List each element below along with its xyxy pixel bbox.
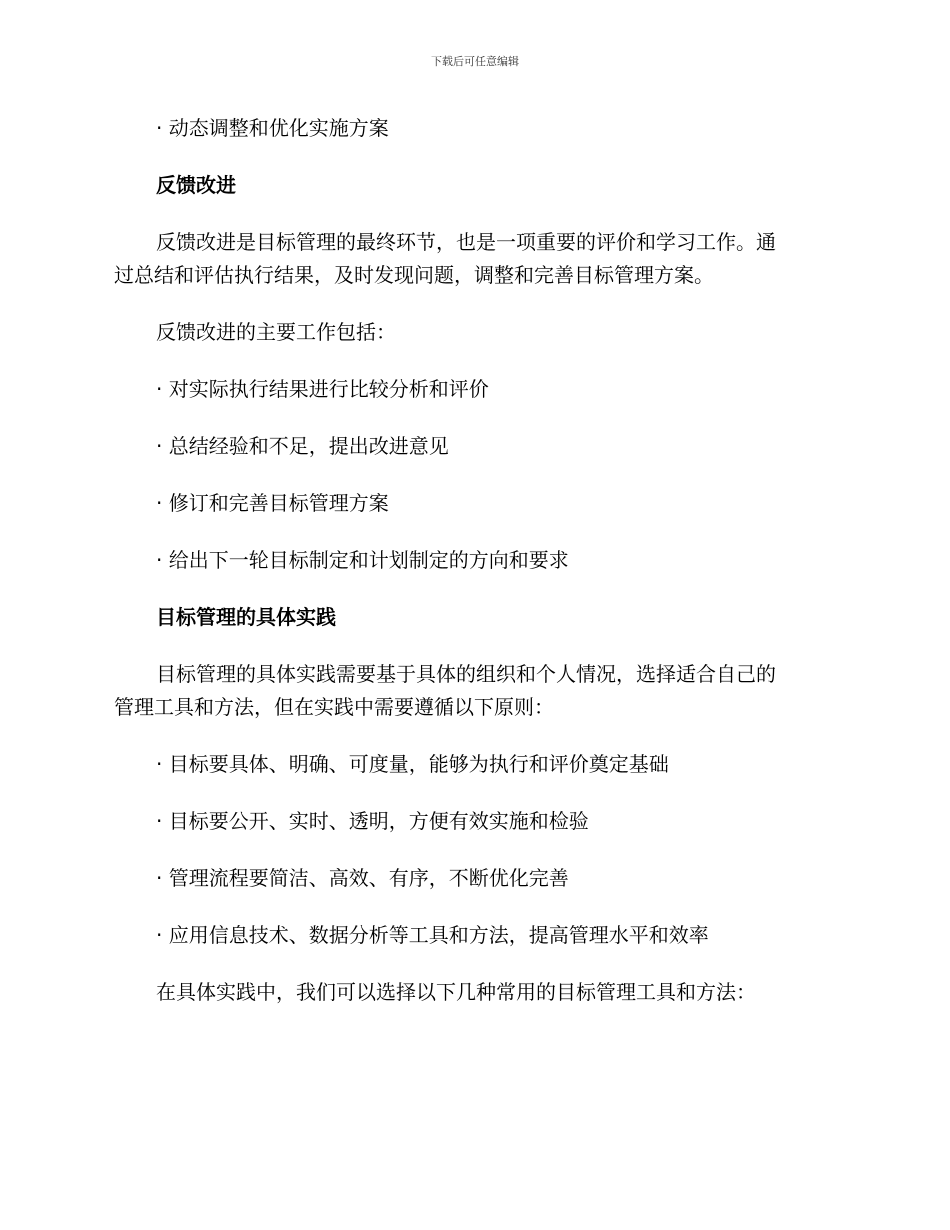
section-heading-feedback: 反馈改进 bbox=[156, 173, 236, 197]
paragraph-line: 反馈改进的主要工作包括： bbox=[156, 320, 396, 344]
paragraph-line: 过总结和评估执行结果，及时发现问题，调整和完善目标管理方案。 bbox=[114, 263, 714, 287]
list-item: · 总结经验和不足，提出改进意见 bbox=[156, 434, 449, 458]
section-heading-practice: 目标管理的具体实践 bbox=[156, 605, 336, 629]
list-item: · 给出下一轮目标制定和计划制定的方向和要求 bbox=[156, 548, 569, 572]
paragraph-line: 管理工具和方法，但在实践中需要遵循以下原则： bbox=[114, 695, 554, 719]
paragraph-line: 在具体实践中，我们可以选择以下几种常用的目标管理工具和方法： bbox=[156, 980, 756, 1004]
list-item: · 修订和完善目标管理方案 bbox=[156, 491, 389, 515]
document-body bbox=[114, 112, 834, 1009]
list-item: · 应用信息技术、数据分析等工具和方法，提高管理水平和效率 bbox=[156, 923, 709, 947]
list-item: · 目标要具体、明确、可度量，能够为执行和评价奠定基础 bbox=[156, 752, 669, 776]
list-item: · 目标要公开、实时、透明，方便有效实施和检验 bbox=[156, 809, 589, 833]
page-header: 下载后可任意编辑 bbox=[431, 55, 519, 68]
paragraph-line: 反馈改进是目标管理的最终环节，也是一项重要的评价和学习工作。通 bbox=[156, 230, 776, 254]
list-item: · 对实际执行结果进行比较分析和评价 bbox=[156, 377, 489, 401]
paragraph-line: 目标管理的具体实践需要基于具体的组织和个人情况，选择适合自己的 bbox=[156, 662, 776, 686]
list-item: · 管理流程要简洁、高效、有序，不断优化完善 bbox=[156, 866, 569, 890]
list-item: · 动态调整和优化实施方案 bbox=[156, 116, 389, 140]
